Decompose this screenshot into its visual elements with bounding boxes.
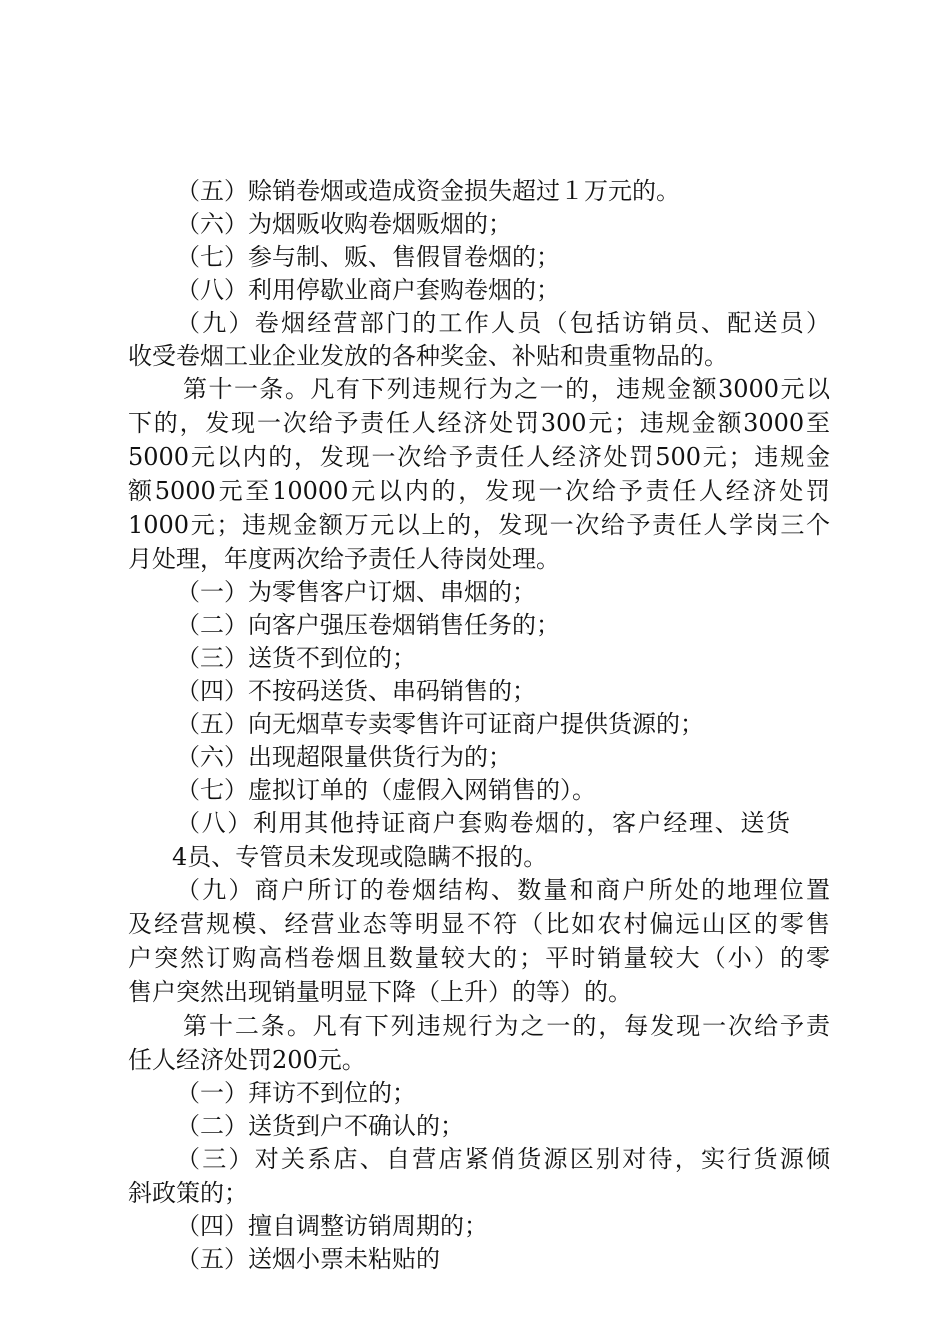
list-item: （五）向无烟草专卖零售许可证商户提供货源的； [176, 710, 704, 738]
list-item: （二）送货到户不确认的； [176, 1112, 464, 1140]
list-item: （二）向客户强压卷烟销售任务的； [176, 611, 560, 639]
text-line: 售户突然出现销量明显下降（上升）的等）的。 [128, 978, 632, 1006]
text-line: （八）利用停歇业商户套购卷烟的； [176, 276, 560, 304]
text-line: 额5000元至10000元以内的，发现一次给予责任人经济处罚 [128, 477, 830, 505]
list-item: （九）商户所订的卷烟结构、数量和商户所处的地理位置 [176, 876, 830, 904]
list-item: （八）利用其他持证商户套购卷烟的，客户经理、送货 [176, 809, 790, 837]
text-line: 斜政策的； [128, 1179, 248, 1207]
text-line: 任人经济处罚200元。 [128, 1046, 366, 1074]
text-line: （七）参与制、贩、售假冒卷烟的； [176, 243, 560, 271]
text-line: 5000元以内的，发现一次给予责任人经济处罚500元；违规金 [128, 443, 830, 471]
text-line: （六）为烟贩收购卷烟贩烟的； [176, 210, 512, 238]
list-item: （七）虚拟订单的（虚假入网销售的）。 [176, 776, 596, 804]
text-line: 1000元；违规金额万元以上的，发现一次给予责任人学岗三个 [128, 511, 830, 539]
list-item: （三）送货不到位的； [176, 644, 416, 672]
text-line: 及经营规模、经营业态等明显不符（比如农村偏远山区的零售 [128, 910, 830, 938]
list-item: （四）不按码送货、串码销售的； [176, 677, 536, 705]
list-item: （六）出现超限量供货行为的； [176, 743, 512, 771]
text-line: 月处理，年度两次给予责任人待岗处理。 [128, 545, 560, 573]
text-line: 4员、专管员未发现或隐瞒不报的。 [172, 843, 548, 871]
list-item: （一）拜访不到位的； [176, 1079, 416, 1107]
list-item: （三）对关系店、自营店紧俏货源区别对待，实行货源倾 [176, 1145, 830, 1173]
list-item: （一）为零售客户订烟、串烟的； [176, 578, 536, 606]
section-heading-article-11: 第十一条。凡有下列违规行为之一的，违规金额3000元以 [183, 375, 830, 403]
list-item: （五）送烟小票未粘贴的 [176, 1245, 440, 1273]
list-item: （四）擅自调整访销周期的； [176, 1212, 488, 1240]
section-heading-article-12: 第十二条。凡有下列违规行为之一的，每发现一次给予责 [183, 1012, 830, 1040]
text-line: （五）赊销卷烟或造成资金损失超过１万元的。 [176, 177, 680, 205]
text-line: 收受卷烟工业企业发放的各种奖金、补贴和贵重物品的。 [128, 342, 728, 370]
text-line: 下的，发现一次给予责任人经济处罚300元；违规金额3000至 [128, 409, 830, 437]
text-line: （九）卷烟经营部门的工作人员（包括访销员、配送员） [176, 309, 830, 337]
text-line: 户突然订购高档卷烟且数量较大的；平时销量较大（小）的零 [128, 944, 830, 972]
